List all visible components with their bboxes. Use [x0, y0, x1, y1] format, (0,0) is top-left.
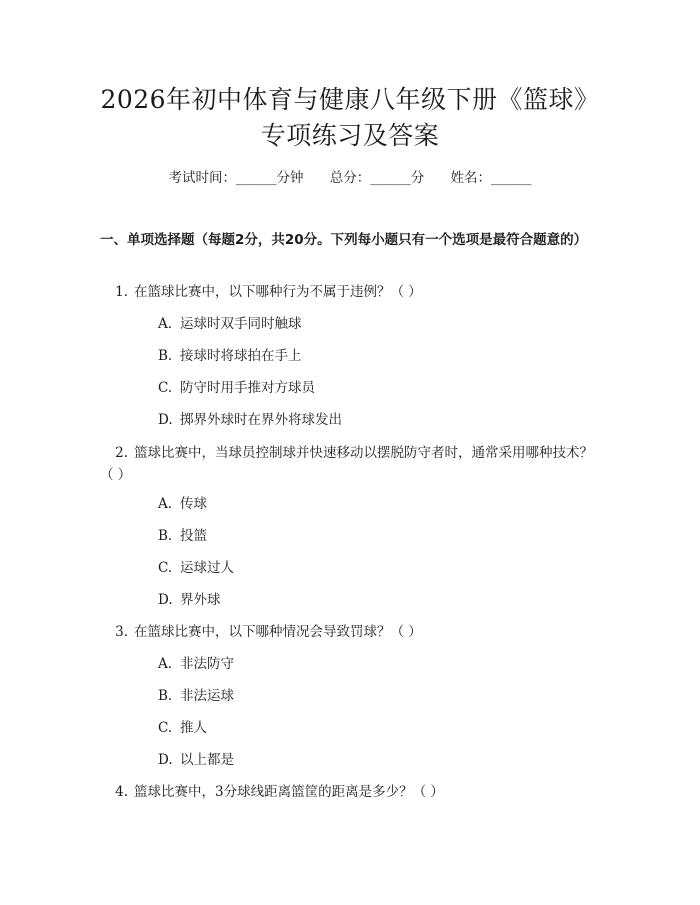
student-name-label: 姓名：	[450, 170, 492, 186]
option-letter: A.	[158, 656, 173, 672]
total-score-field	[330, 168, 425, 188]
option-text: 推人	[180, 720, 207, 736]
option-1c	[158, 378, 315, 398]
page-title-line2: 专项练习及答案	[260, 121, 440, 150]
total-score-label: 总分：	[329, 170, 371, 186]
question-text: 在篮球比赛中，以下哪种情况会导致罚球？（ ）	[134, 624, 422, 640]
question-text: 在篮球比赛中，以下哪种行为不属于违例？（ ）	[134, 284, 422, 300]
student-name-blank: ______	[491, 170, 532, 186]
question-4	[100, 782, 600, 802]
option-1a	[158, 314, 302, 334]
option-text: 非法运球	[180, 688, 234, 704]
exam-time-field	[168, 168, 303, 188]
option-2b	[158, 526, 207, 546]
option-text: 传球	[180, 496, 207, 512]
option-letter: A.	[158, 316, 173, 332]
section-title: 一、单项选择题（每题2分，共20分。下列每小题只有一个选项是最符合题意的）	[100, 232, 588, 248]
option-2c	[158, 558, 234, 578]
option-letter: C.	[158, 380, 173, 396]
option-letter: D.	[158, 412, 173, 428]
option-text: 以上都是	[180, 752, 234, 768]
option-letter: C.	[158, 720, 173, 736]
option-text: 掷界外球时在界外将球发出	[180, 412, 342, 428]
option-text: 接球时将球拍在手上	[180, 348, 302, 364]
question-2	[100, 442, 600, 486]
option-text: 界外球	[180, 592, 221, 608]
question-number: 2.	[115, 445, 128, 461]
option-1b	[158, 346, 302, 366]
question-text: 篮球比赛中，当球员控制球并快速移动以摆脱防守者时，通常采用哪种技术？（ ）	[100, 445, 593, 483]
option-1d	[158, 410, 342, 430]
option-2d	[158, 590, 221, 610]
option-3c	[158, 718, 207, 738]
option-3a	[158, 654, 234, 674]
question-number: 4.	[115, 784, 128, 800]
option-3b	[158, 686, 234, 706]
option-letter: B.	[158, 688, 173, 704]
option-3d	[158, 750, 234, 770]
option-text: 投篮	[180, 528, 207, 544]
option-text: 非法防守	[180, 656, 234, 672]
question-number: 1.	[115, 284, 128, 300]
question-3	[100, 622, 600, 642]
option-text: 运球时双手同时触球	[180, 316, 302, 332]
option-text: 运球过人	[180, 560, 234, 576]
exam-time-unit: 分钟	[276, 170, 304, 186]
option-letter: B.	[158, 348, 173, 364]
exam-time-blank: ______	[235, 170, 277, 186]
exam-meta	[0, 168, 700, 188]
page-title-line1: 2026年初中体育与健康八年级下册《篮球》	[100, 85, 600, 114]
option-letter: B.	[158, 528, 173, 544]
option-letter: C.	[158, 560, 173, 576]
student-name-field	[451, 168, 532, 188]
option-2a	[158, 494, 207, 514]
question-number: 3.	[115, 624, 128, 640]
option-text: 防守时用手推对方球员	[180, 380, 315, 396]
option-letter: A.	[158, 496, 173, 512]
total-score-blank: ______	[370, 170, 411, 186]
question-1	[100, 282, 600, 302]
option-letter: D.	[158, 592, 173, 608]
option-letter: D.	[158, 752, 173, 768]
total-score-unit: 分	[410, 170, 425, 186]
question-text: 篮球比赛中，3分球线距离篮筐的距离是多少？（ ）	[134, 784, 444, 800]
exam-time-label: 考试时间：	[168, 170, 236, 186]
